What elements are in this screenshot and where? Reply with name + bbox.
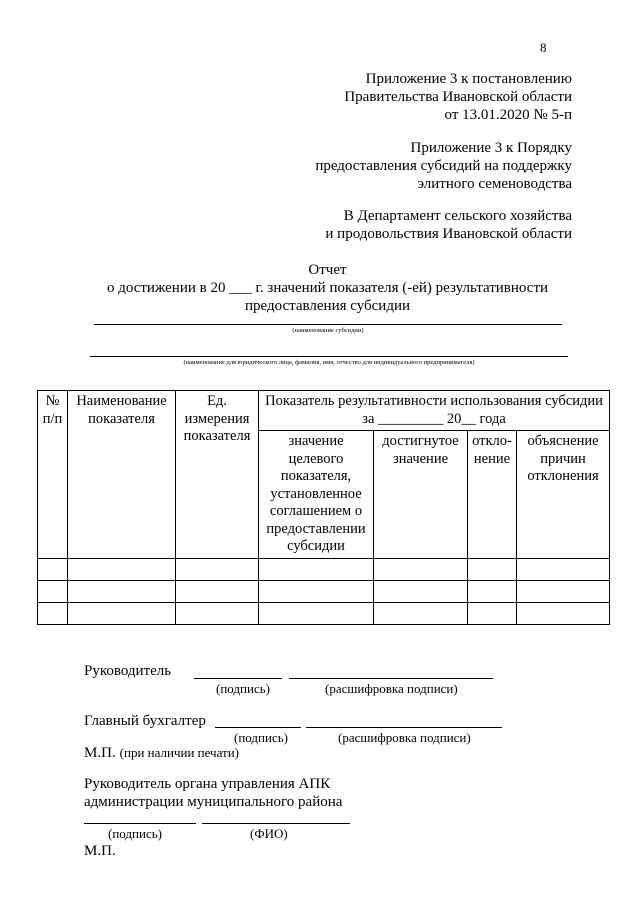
table-cell[interactable]: [374, 580, 468, 602]
table-cell[interactable]: [38, 580, 68, 602]
accountant-decoding-line[interactable]: [306, 727, 502, 728]
apk-fio-line[interactable]: [202, 823, 350, 824]
apk-head-line: администрации муниципального района: [84, 794, 343, 810]
head-decoding-line[interactable]: [289, 678, 493, 679]
recipient-name-line: [90, 356, 568, 357]
report-title: [60, 261, 595, 315]
accountant-signature-line[interactable]: [215, 727, 301, 728]
appendix-line: от 13.01.2020 № 5-п: [444, 107, 572, 123]
chief-accountant-label: Главный бухгалтер: [84, 713, 206, 729]
head-decoding-caption: (расшифровка подписи): [325, 681, 458, 696]
table-cell[interactable]: [176, 602, 259, 624]
table-cell[interactable]: [68, 558, 176, 580]
table-cell[interactable]: [517, 558, 610, 580]
head-label: Руководитель: [84, 663, 172, 679]
table-cell[interactable]: [68, 602, 176, 624]
subsidy-name-line: [94, 324, 562, 325]
table-cell[interactable]: [259, 602, 374, 624]
table-cell[interactable]: [468, 602, 517, 624]
table-cell[interactable]: [176, 558, 259, 580]
table-cell[interactable]: [176, 580, 259, 602]
recipient-name-caption: (наименование для юридического лица, фамилия, имя, отчество для индивидуального предпринимателя): [183, 359, 475, 366]
table-cell[interactable]: [259, 580, 374, 602]
addressee-line: и продовольствия Ивановской области: [325, 226, 572, 242]
results-table: [37, 390, 610, 625]
stamp-block: [84, 744, 239, 762]
appendix-line: предоставления субсидий на поддержку: [315, 158, 572, 174]
col-number-header: № п/п: [38, 391, 68, 559]
appendix-line: Приложение 3 к постановлению: [365, 71, 572, 87]
table-cell[interactable]: [259, 558, 374, 580]
table-row: [38, 602, 610, 624]
col-deviation-header: откло-нение: [468, 431, 517, 559]
col-achieved-header: достигнутое значение: [374, 431, 468, 559]
report-title-line: предоставления субсидии: [244, 298, 411, 314]
table-cell[interactable]: [517, 602, 610, 624]
table-cell[interactable]: [68, 580, 176, 602]
stamp-label-2: М.П.: [84, 843, 116, 859]
report-title-line: о достижении в 20 ___ г. значений показателя (-ей) результативности: [106, 280, 549, 296]
head-signature-caption: (подпись): [216, 681, 270, 696]
head-signature-line[interactable]: [194, 678, 282, 679]
subsidy-name-caption: (наименование субсидии): [292, 327, 364, 334]
appendix-line: Приложение 3 к Порядку: [410, 140, 572, 156]
appendix-to-resolution: [240, 70, 572, 124]
stamp-label: М.П.: [84, 745, 116, 761]
apk-head-line: Руководитель органа управления АПК: [84, 776, 331, 792]
table-cell[interactable]: [38, 558, 68, 580]
stamp-note: (при наличии печати): [119, 745, 239, 760]
table-row: [38, 558, 610, 580]
apk-head-label: [84, 775, 342, 811]
appendix-line: элитного семеноводства: [417, 176, 572, 192]
col-group-header: Показатель результативности использования субсидии за _________ 20__ года: [259, 391, 610, 431]
page-number: [540, 40, 575, 55]
accountant-signature-caption: (подпись): [234, 730, 288, 745]
table-cell[interactable]: [517, 580, 610, 602]
table-cell[interactable]: [38, 602, 68, 624]
col-unit-header: Ед. измерения показателя: [176, 391, 259, 559]
accountant-decoding-caption: (расшифровка подписи): [338, 730, 471, 745]
table-cell[interactable]: [374, 602, 468, 624]
apk-signature-line[interactable]: [84, 823, 196, 824]
col-name-header: Наименование показателя: [68, 391, 176, 559]
table-cell[interactable]: [468, 580, 517, 602]
table-cell[interactable]: [468, 558, 517, 580]
col-explanation-header: объяснение причин отклонения: [517, 431, 610, 559]
table-cell[interactable]: [374, 558, 468, 580]
addressee: [240, 207, 572, 243]
addressee-line: В Департамент сельского хозяйства: [343, 208, 572, 224]
report-title-line: Отчет: [308, 262, 347, 278]
appendix-line: Правительства Ивановской области: [344, 89, 572, 105]
table-row: [38, 580, 610, 602]
apk-signature-caption: (подпись): [108, 826, 162, 841]
apk-fio-caption: (ФИО): [250, 826, 288, 841]
page-number-text: 8: [540, 40, 547, 55]
table-header-row: [38, 391, 610, 431]
col-target-header: значение целевого показателя, установленное соглашением о предоставлении субсидии: [259, 431, 374, 559]
appendix-to-procedure: [240, 139, 572, 193]
